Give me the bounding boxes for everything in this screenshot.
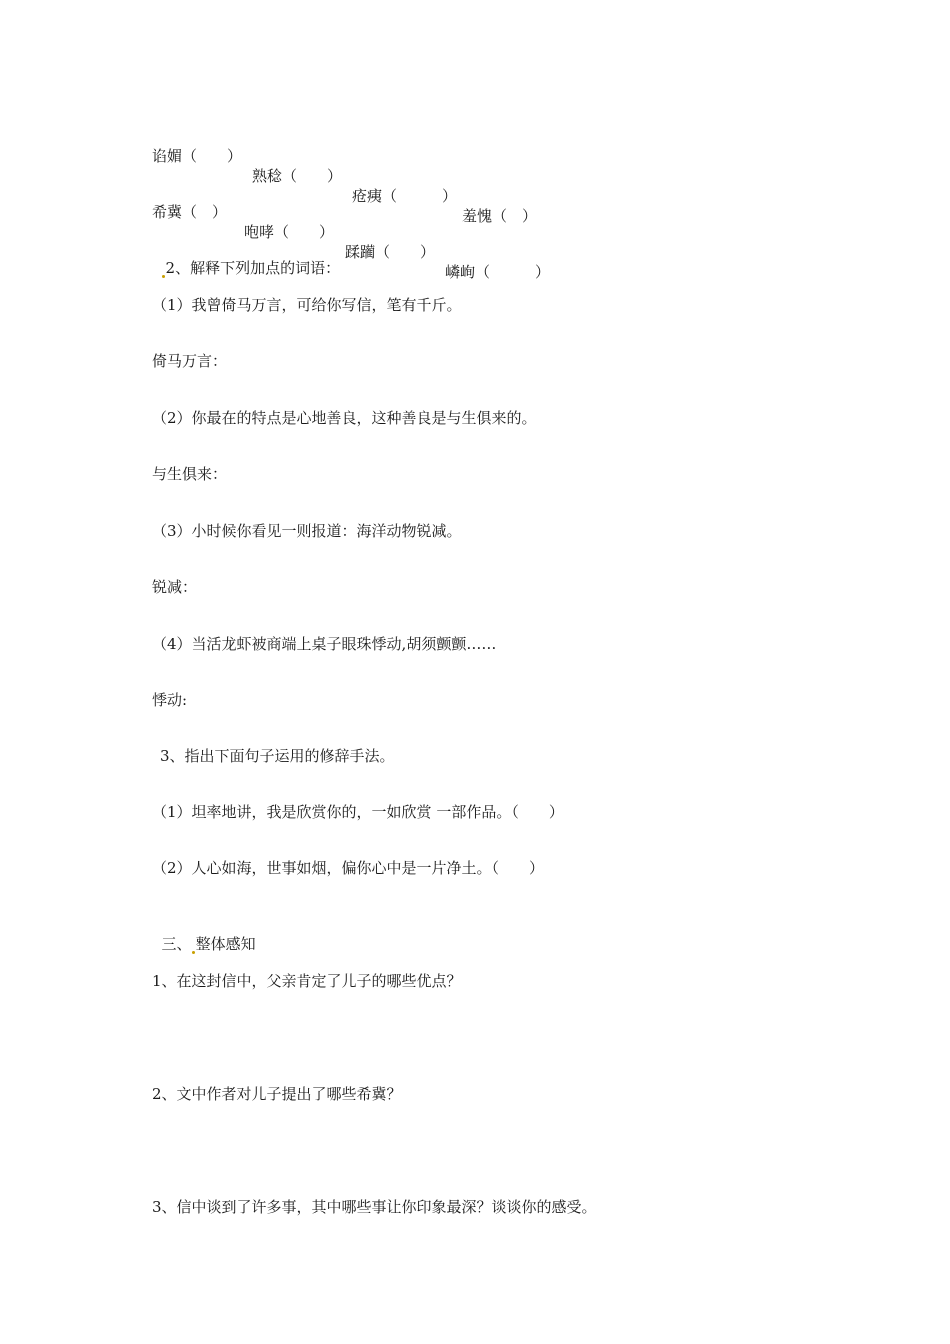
word-blank: 嶙峋（ ） [445, 263, 551, 281]
item-1-sentence: （1）我曾倚马万言，可给你写信，笔有千斤。 [152, 296, 462, 314]
word-blank: 谄媚（ ） [152, 147, 243, 165]
bullet-mark [162, 275, 165, 278]
word-blank: 蹂躏（ ） [345, 243, 436, 261]
item-2-term: 与生俱来： [152, 465, 228, 483]
word-blank: 羞愧（ ） [462, 207, 538, 225]
rhetoric-item-1: （1）坦率地讲，我是欣赏你的，一如欣赏 一部作品。（ ） [152, 803, 564, 821]
item-4-term: 悸动: [152, 691, 188, 709]
rhetoric-item-2: （2）人心如海，世事如烟，偏你心中是一片净土。（ ） [152, 859, 545, 877]
item-1-term: 倚马万言： [152, 352, 228, 370]
item-3-term: 锐减： [152, 578, 198, 596]
question-2-title [152, 238, 340, 278]
overall-question-2: 2、文中作者对儿子提出了哪些希冀？ [152, 1085, 402, 1103]
section-3-number: 三、 [161, 935, 192, 953]
question-3-title: 3、指出下面句子运用的修辞手法。 [160, 747, 395, 765]
item-3-sentence: （3）小时候你看见一则报道：海洋动物锐减。 [152, 522, 462, 540]
word-blank: 疮痍（ ） [352, 187, 458, 205]
item-4-sentence: （4）当活龙虾被商端上桌子眼珠悸动,胡须颤颤…… [152, 635, 497, 653]
item-2-sentence: （2）你最在的特点是心地善良，这种善良是与生俱来的。 [152, 409, 537, 427]
question-2-text: 2、解释下列加点的词语： [165, 259, 341, 277]
word-blank: 希冀（ ） [152, 203, 228, 221]
overall-question-3: 3、信中谈到了许多事，其中哪些事让你印象最深？谈谈你的感受。 [152, 1198, 597, 1216]
word-blank: 熟稔（ ） [252, 167, 343, 185]
section-3-heading [152, 914, 256, 954]
word-blank: 咆哮（ ） [244, 223, 335, 241]
section-3-title: 整体感知 [195, 935, 256, 953]
overall-question-1: 1、在这封信中，父亲肯定了儿子的哪些优点？ [152, 972, 462, 990]
bullet-mark [192, 951, 195, 954]
